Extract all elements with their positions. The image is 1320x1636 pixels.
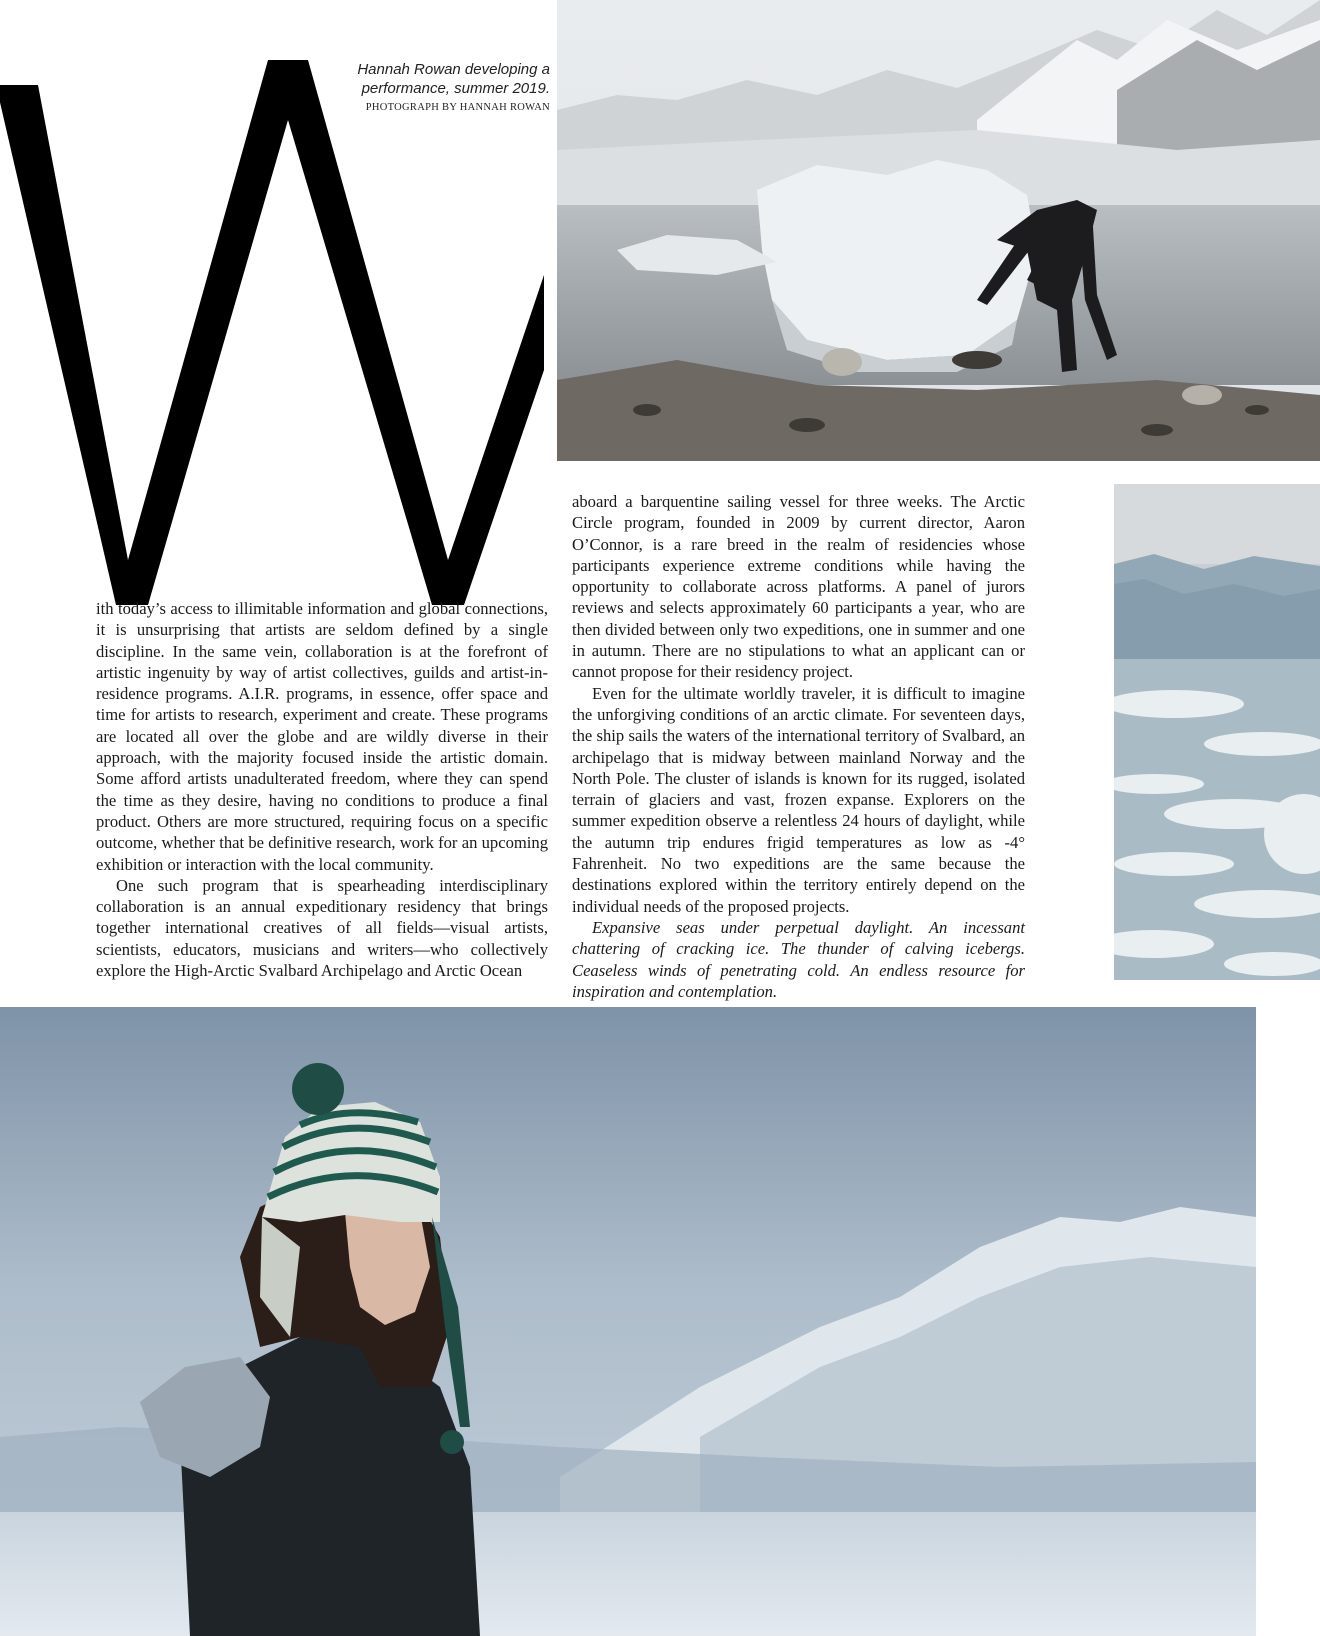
article-paragraph: Even for the ultimate worldly traveler, it is difficult to imagine the unforgiving conditions of an arctic climate. For seventeen days, the ship sails the waters of the international territory of Svalbard, an archipelago that is midway between mainland Norway and the North Pole. The cluster of islands is known for its rugged, isolated terrain of glaciers and vast, frozen expanse. Explorers on the summer expedition observe a relentless 24 hours of daylight, while the autumn trip endures frigid temperatures as low as -4° Fahrenheit. No two expeditions are the same because the destinations explored within the territory entirely depend on the individual needs of the proposed projects. bbox=[572, 683, 1025, 916]
photo-iceberg-performance bbox=[557, 0, 1320, 461]
article-paragraph: One such program that is spearheading interdisciplinary collaboration is an annual expeditionary residency that brings together international creatives of all fields—visual artists, scientists, educators, musicians and writers—who collectively explore the High-Arctic Svalbard Archipelago and Arctic Ocean bbox=[96, 875, 548, 981]
photo-credit: PHOTOGRAPH BY HANNAH ROWAN bbox=[365, 102, 550, 113]
photo-caption bbox=[300, 60, 550, 113]
photo-glacier-ice bbox=[1114, 484, 1320, 980]
article-paragraph: aboard a barquentine sailing vessel for three weeks. The Arctic Circle program, founded in 2009 by current director, Aaron O’Connor, is a rare breed in the realm of residencies whose participants experience extreme conditions while having the opportunity to collaborate across platforms. A panel of jurors reviews and selects approximately 60 participants a year, who are then divided between only two expeditions, one in summer and one in autumn. There are no stipulations to what an applicant can or cannot propose for their residency project. bbox=[572, 492, 1025, 682]
article-pull-paragraph: Expansive seas under perpetual daylight. An incessant chattering of cracking ice. The thunder of calving icebergs. Ceaseless winds of penetrating cold. An endless resource for inspiration and contemplation. bbox=[572, 917, 1025, 1001]
caption-text: Hannah Rowan developing a performance, summer 2019. bbox=[357, 61, 550, 97]
article-column-middle bbox=[572, 491, 1025, 1002]
drop-cap-letter bbox=[0, 40, 556, 605]
article-column-left bbox=[96, 598, 548, 981]
photo-woman-striped-hat bbox=[0, 1007, 1256, 1636]
article-paragraph: ith today’s access to illimitable information and global connections, it is unsurprising that artists are seldom defined by a single discipline. In the same vein, collaboration is at the forefront of artistic ingenuity by way of artist collectives, guilds and artist-in-residence programs. A.I.R. programs, in essence, offer space and time for artists to research, experiment and create. These programs are located all over the globe and are wildly diverse in their approach, with the majority focused inside the artistic domain. Some afford artists unadulterated freedom, where they can spend the time as they desire, having no conditions to produce a final product. Others are more structured, requiring focus on a specific outcome, whether that be definitive research, work for an upcoming exhibition or interaction with the local community. bbox=[96, 599, 548, 874]
